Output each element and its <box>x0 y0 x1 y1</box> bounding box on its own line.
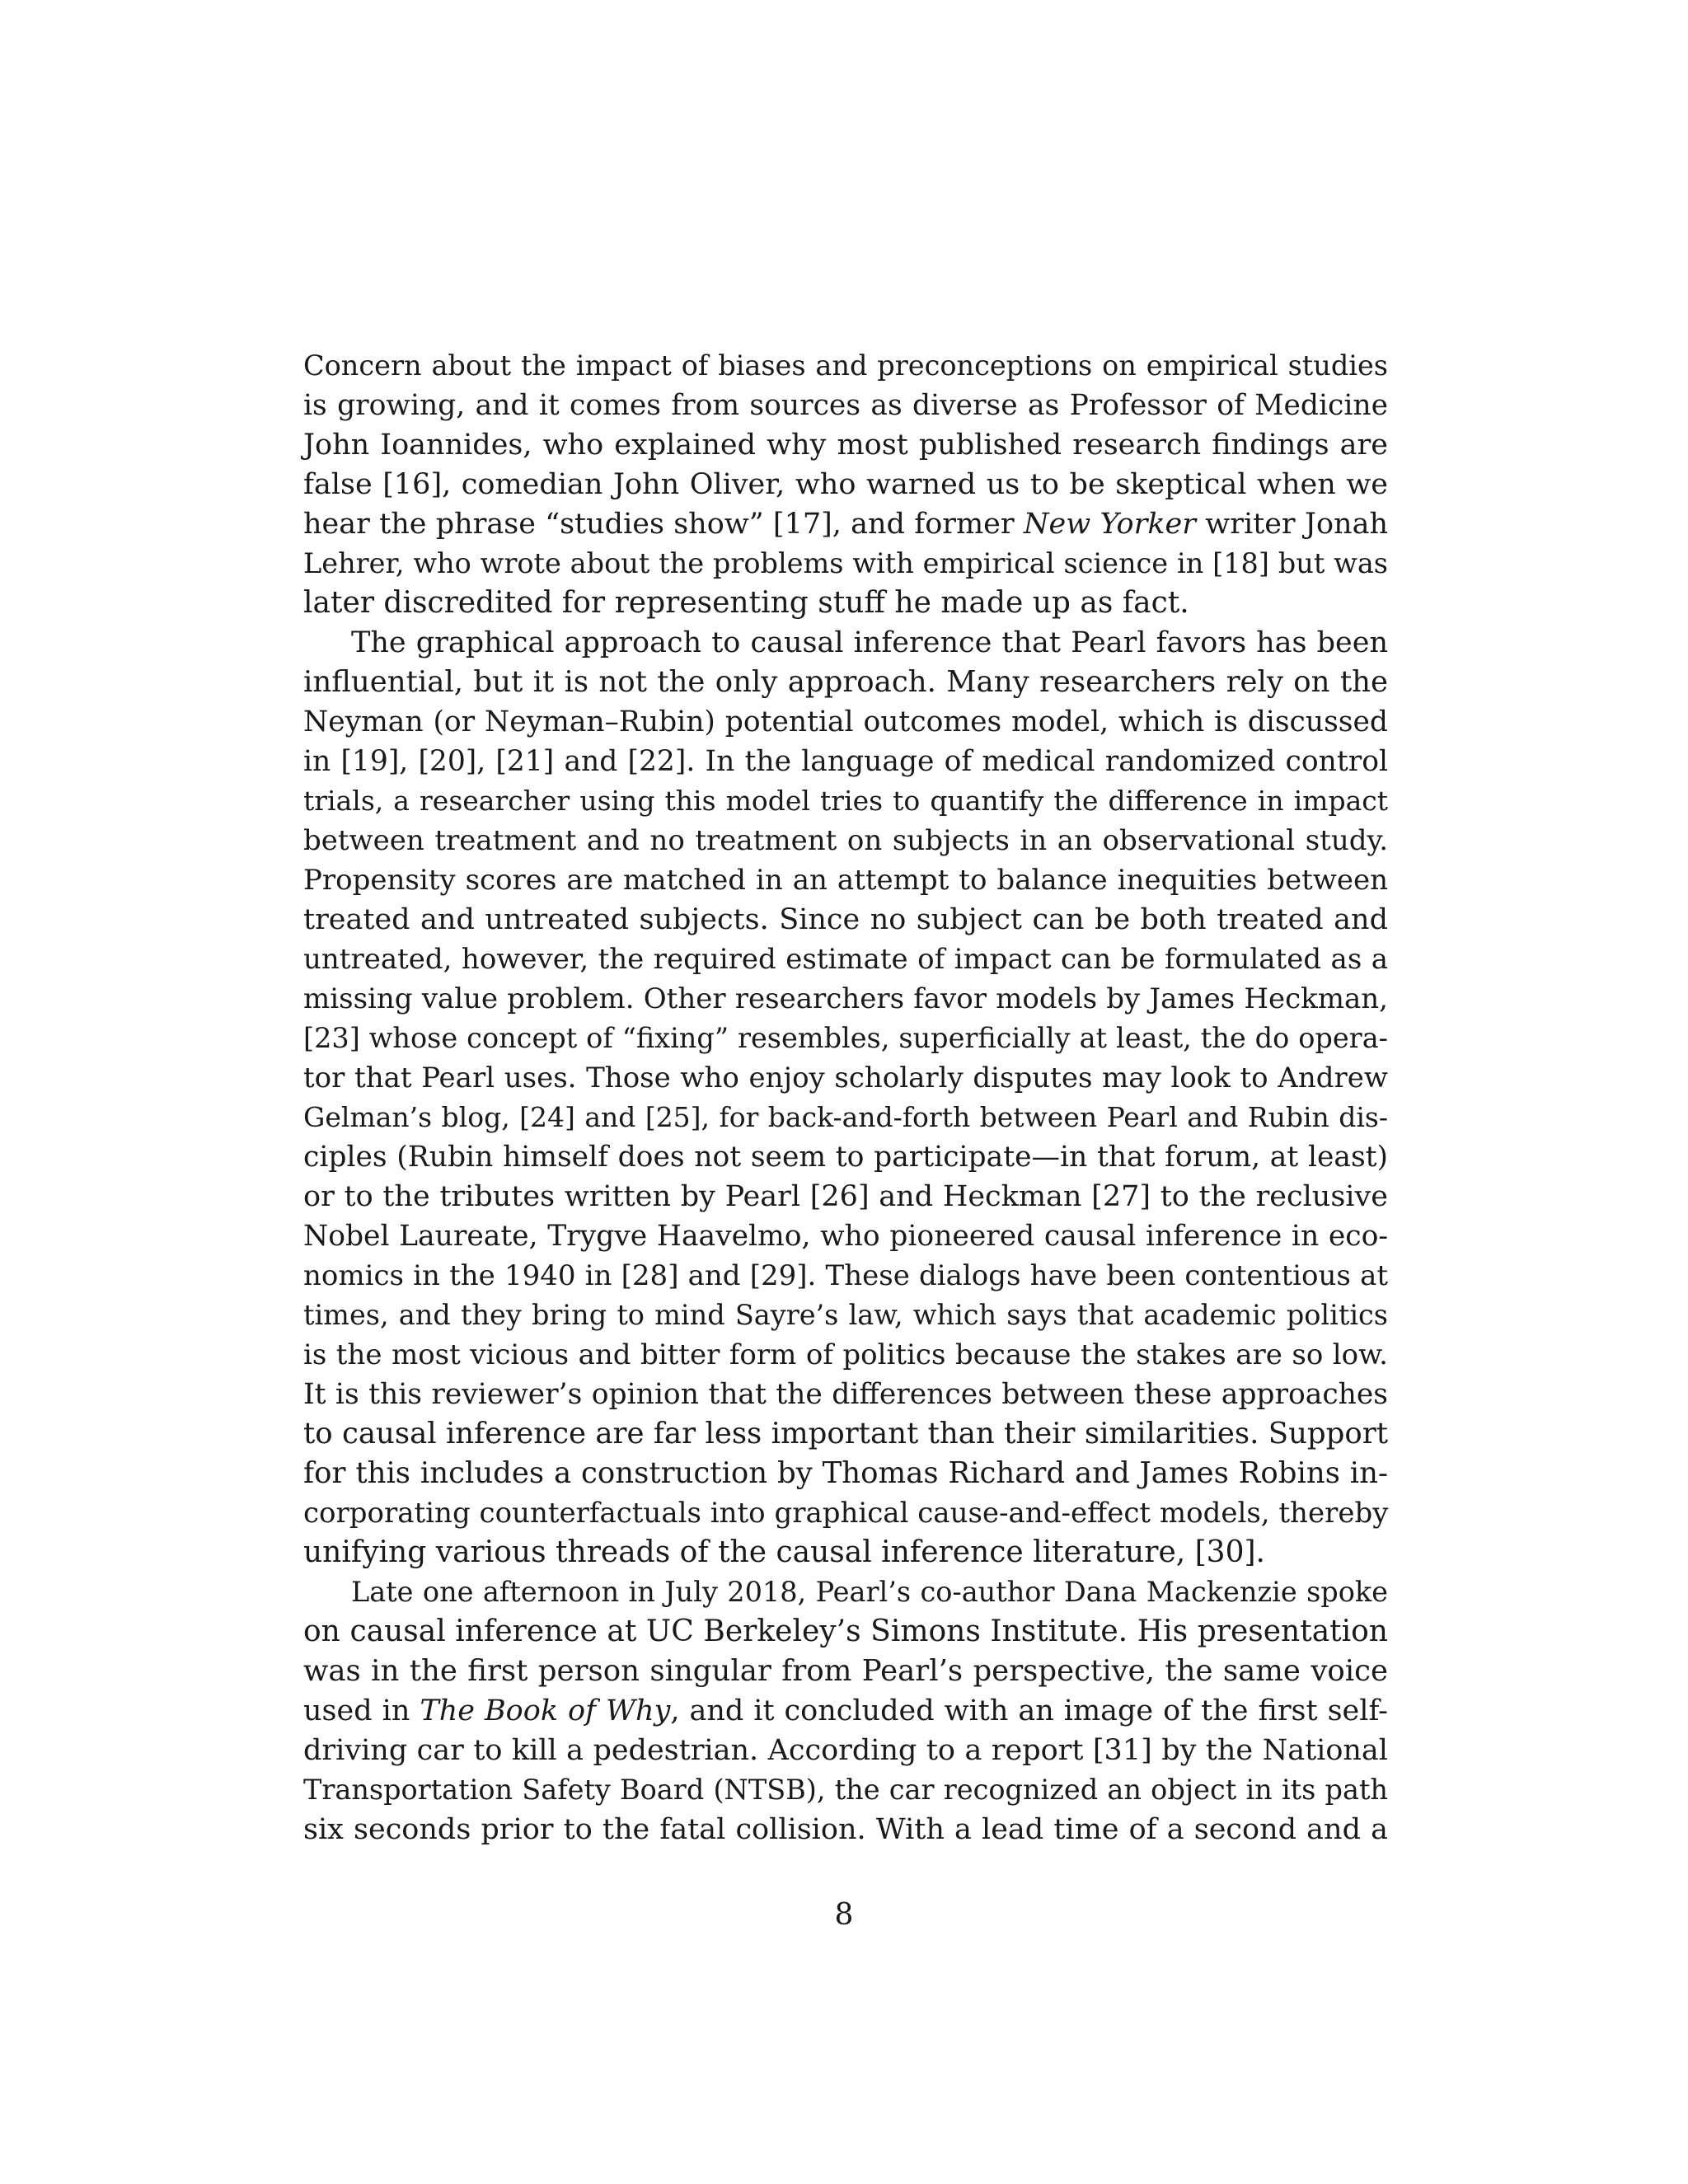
text-line: tor that Pearl uses. Those who enjoy scholarly disputes may look to Andrew <box>303 1062 1388 1094</box>
text-line: influential, but it is not the only approach. Many researchers rely on the <box>303 665 1388 699</box>
text-line: Neyman (or Neyman–Rubin) potential outcomes model, which is discussed <box>303 705 1388 738</box>
text-line: times, and they bring to mind Sayre’s law, which says that academic politics <box>303 1299 1388 1331</box>
text-line: for this includes a construction by Thomas Richard and James Robins in- <box>303 1456 1388 1490</box>
text-line: Transportation Safety Board (NTSB), the car recognized an object in its path <box>303 1774 1388 1806</box>
text-line: Lehrer, who wrote about the problems with empirical science in [18] but was <box>303 547 1388 579</box>
text-line: or to the tributes written by Pearl [26] and Heckman [27] to the reclusive <box>303 1180 1388 1213</box>
text-line: is the most vicious and bitter form of politics because the stakes are so low. <box>303 1338 1388 1371</box>
italic-title: The Book of Why <box>420 1694 671 1727</box>
text-line: nomics in the 1940 in [28] and [29]. These dialogs have been contentious at <box>303 1259 1388 1292</box>
text-line: [23] whose concept of “fixing” resembles, superficially at least, the do opera- <box>303 1022 1388 1054</box>
text-line: Late one afternoon in July 2018, Pearl’s co-author Dana Mackenzie spoke <box>351 1576 1388 1608</box>
paragraph-2 <box>303 623 1388 1572</box>
paragraph-3 <box>303 1572 1388 1849</box>
text-line: driving car to kill a pedestrian. According to a report [31] by the National <box>303 1734 1388 1767</box>
text-line: Concern about the impact of biases and preconceptions on empirical studies <box>303 349 1388 382</box>
page-number: 8 <box>834 1898 854 1932</box>
text-line: six seconds prior to the fatal collision. With a lead time of a second and a <box>303 1813 1388 1846</box>
text-line: The graphical approach to causal inference that Pearl favors has been <box>351 626 1388 659</box>
paragraph-1 <box>303 346 1388 623</box>
text-line: Nobel Laureate, Trygve Haavelmo, who pioneered causal inference in eco- <box>303 1220 1388 1253</box>
text-line: was in the first person singular from Pearl’s perspective, the same voice <box>303 1654 1388 1688</box>
text-line: later discredited for representing stuff he made up as fact. <box>303 586 1189 620</box>
italic-title: New Yorker <box>1023 508 1196 541</box>
text-line: in [19], [20], [21] and [22]. In the language of medical randomized control <box>303 745 1388 778</box>
text-line: trials, a researcher using this model tries to quantify the difference in impact <box>303 785 1388 817</box>
text-line: corporating counterfactuals into graphical cause-and-effect models, thereby <box>303 1497 1389 1530</box>
text-line: false [16], comedian John Oliver, who warned us to be skeptical when we <box>303 468 1388 501</box>
text-line: treated and untreated subjects. Since no subject can be both treated and <box>303 903 1388 936</box>
text-line: It is this reviewer’s opinion that the differences between these approaches <box>303 1378 1388 1411</box>
text-line: on causal inference at UC Berkeley’s Simons Institute. His presentation <box>303 1615 1388 1648</box>
text-line: untreated, however, the required estimate of impact can be formulated as a <box>303 943 1388 976</box>
text-line: Propensity scores are matched in an attempt to balance inequities between <box>303 864 1388 897</box>
body-text <box>303 346 1388 1849</box>
text-line: ciples (Rubin himself does not seem to participate—in that forum, at least) <box>303 1141 1388 1174</box>
text-line: to causal inference are far less important than their similarities. Support <box>303 1417 1388 1451</box>
text-line: hear the phrase “studies show” [17], and former New Yorker writer Jonah <box>303 508 1388 541</box>
text-line: missing value problem. Other researchers favor models by James Heckman, <box>303 982 1388 1015</box>
text-line: unifying various threads of the causal inference literature, [30]. <box>303 1535 1265 1569</box>
text-line: John Ioannides, who explained why most published research findings are <box>303 429 1388 462</box>
text-line: used in The Book of Why, and it concluded with an image of the first self- <box>303 1694 1388 1727</box>
text-line: Gelman’s blog, [24] and [25], for back-and-forth between Pearl and Rubin dis- <box>303 1101 1388 1133</box>
text-line: between treatment and no treatment on subjects in an observational study. <box>303 824 1388 857</box>
text-line: is growing, and it comes from sources as diverse as Professor of Medicine <box>303 389 1388 422</box>
